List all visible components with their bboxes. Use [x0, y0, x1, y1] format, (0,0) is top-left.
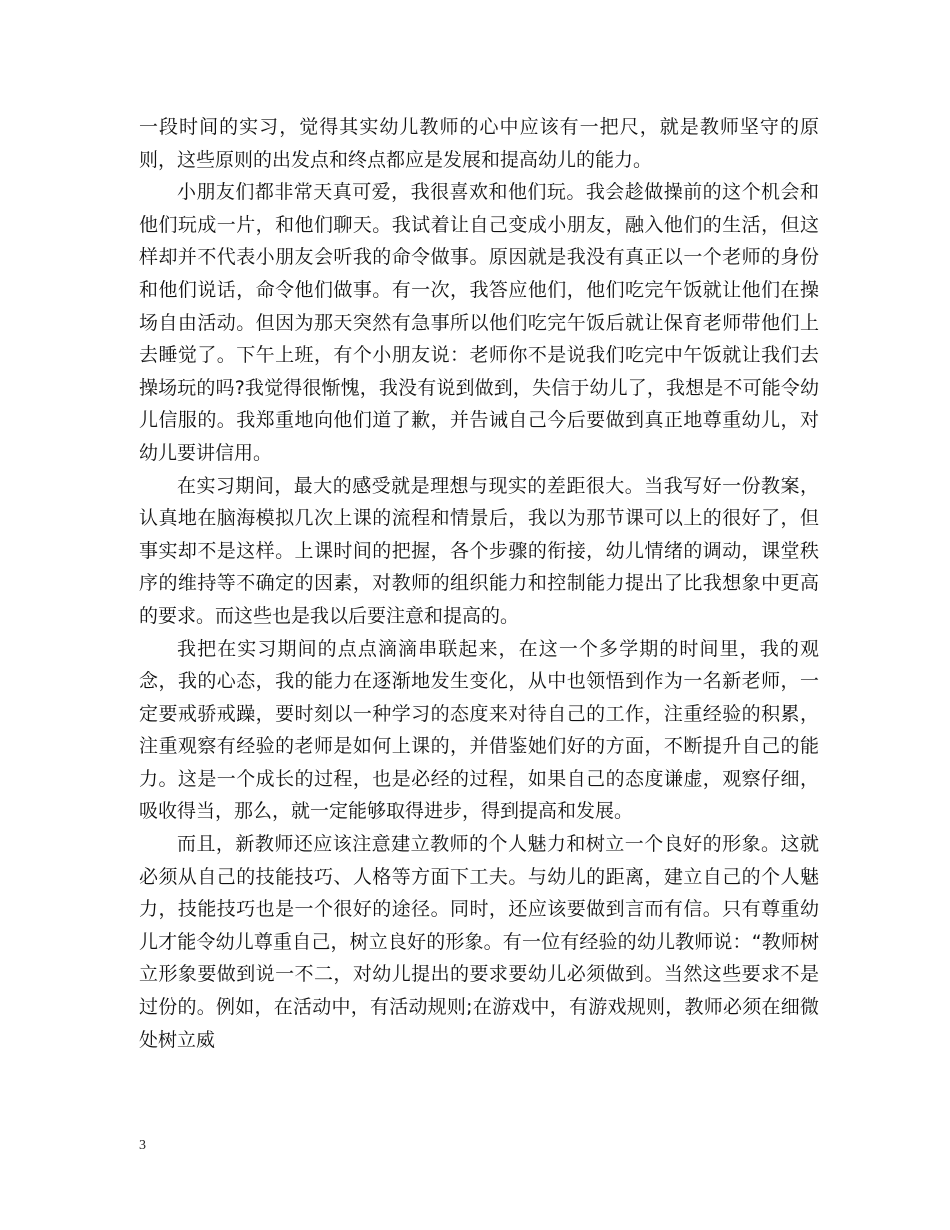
document-body: [139, 111, 819, 1056]
paragraph-teacher-image: 而且，新教师还应该注意建立教师的个人魅力和树立一个良好的形象。这就必须从自己的技能技巧、人格等方面下工夫。与幼儿的距离，建立自己的个人魅力，技能技巧也是一个很好的途径。同时，还应该要做到言而有信。只有尊重幼儿才能令幼儿尊重自己，树立良好的形象。有一位有经验的幼儿教师说：“教师树立形象要做到说一不二，对幼儿提出的要求要幼儿必须做到。当然这些要求不是过份的。例如，在活动中，有活动规则;在游戏中，有游戏规则，教师必须在细微处树立威: [139, 833, 819, 1051]
paragraph-children-trust: 小朋友们都非常天真可爱，我很喜欢和他们玩。我会趁做操前的这个机会和他们玩成一片，和他们聊天。我试着让自己变成小朋友，融入他们的生活，但这样却并不代表小朋友会听我的命令做事。原因就是我没有真正以一个老师的身份和他们说话，命令他们做事。有一次，我答应他们，他们吃完午饭就让他们在操场自由活动。但因为那天突然有急事所以他们吃完午饭后就让保育老师带他们上去睡觉了。下午上班，有个小朋友说：老师你不是说我们吃完中午饭就让我们去操场玩的吗?我觉得很惭愧，我没有说到做到，失信于幼儿了，我想是不可能令幼儿信服的。我郑重地向他们道了歉，并告诫自己今后要做到真正地尊重幼儿，对幼儿要讲信用。: [139, 181, 819, 464]
page-number: 3: [139, 1138, 146, 1153]
paragraph-continued: 一段时间的实习，觉得其实幼儿教师的心中应该有一把尺，就是教师坚守的原则，这些原则的出发点和终点都应是发展和提高幼儿的能力。: [139, 116, 819, 171]
paragraph-growth: 我把在实习期间的点点滴滴串联起来，在这一个多学期的时间里，我的观念，我的心态，我的能力在逐渐地发生变化，从中也领悟到作为一名新老师，一定要戒骄戒躁，要时刻以一种学习的态度来对待自己的工作，注重经验的积累，注重观察有经验的老师是如何上课的，并借鉴她们好的方面，不断提升自己的能力。这是一个成长的过程，也是必经的过程，如果自己的态度谦虚，观察仔细，吸收得当，那么，就一定能够取得进步，得到提高和发展。: [139, 637, 819, 823]
paragraph-ideal-vs-reality: 在实习期间，最大的感受就是理想与现实的差距很大。当我写好一份教案，认真地在脑海模拟几次上课的流程和情景后，我以为那节课可以上的很好了，但事实却不是这样。上课时间的把握，各个步骤的衔接，幼儿情绪的调动，课堂秩序的维持等不确定的因素，对教师的组织能力和控制能力提出了比我想象中更高的要求。而这些也是我以后要注意和提高的。: [139, 474, 819, 627]
